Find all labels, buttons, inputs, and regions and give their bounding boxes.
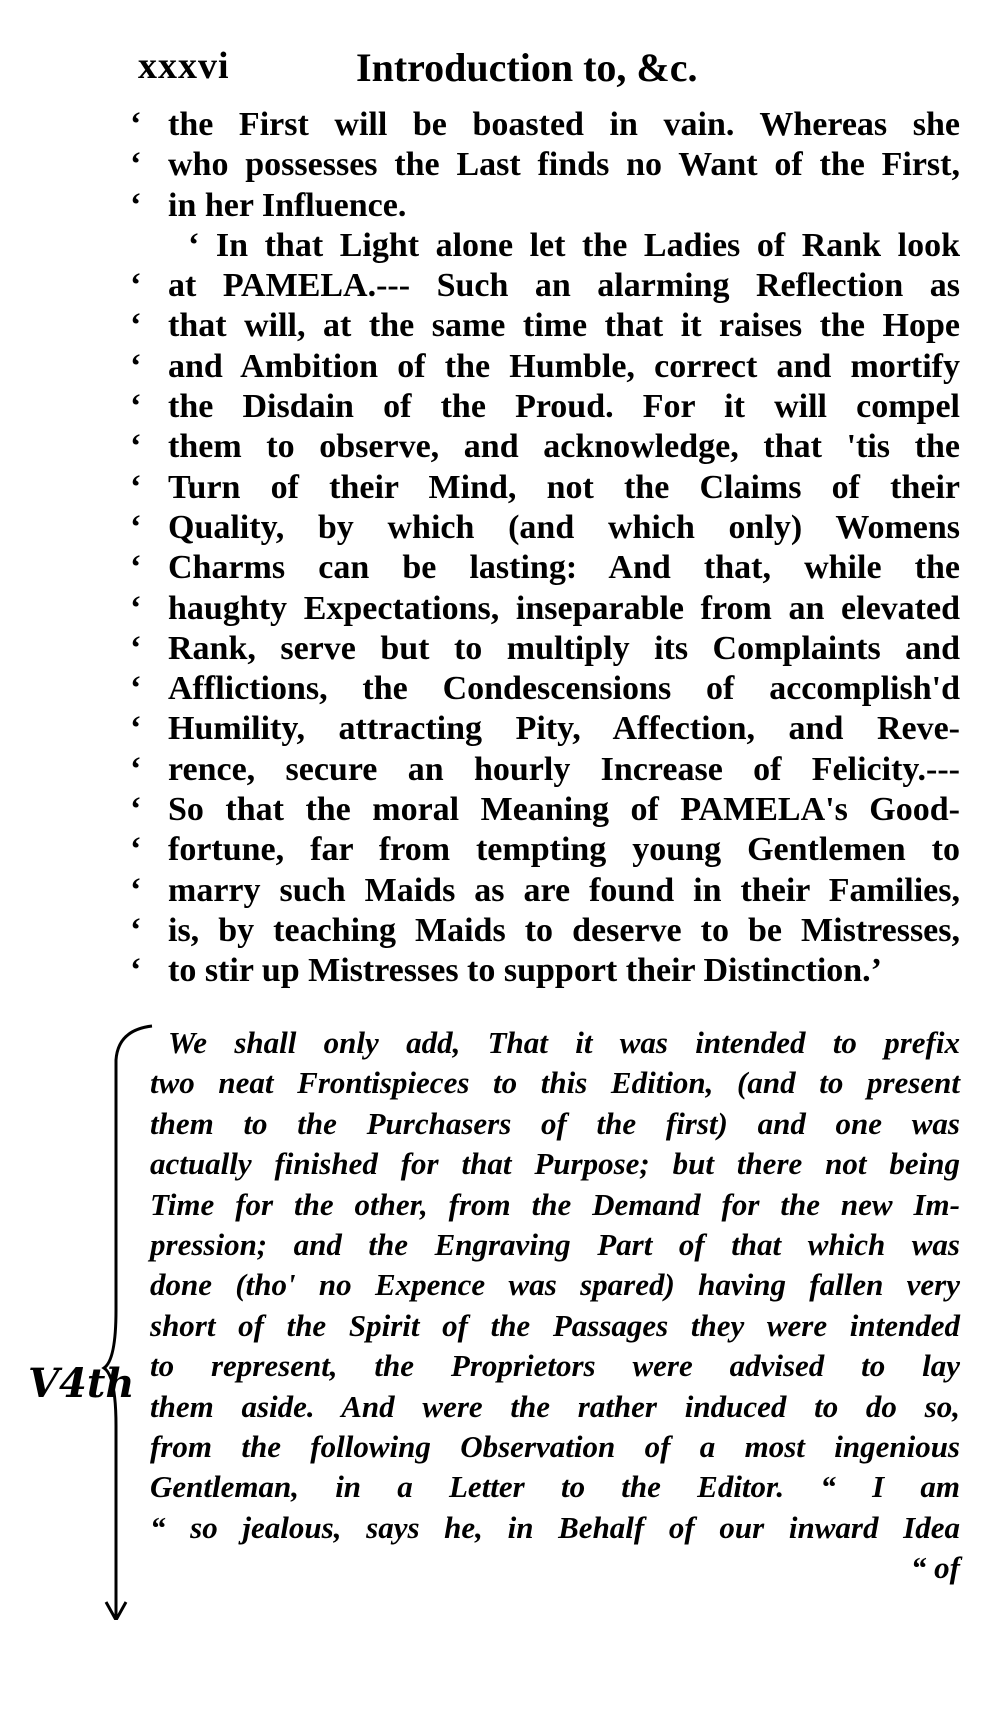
quote-line bbox=[130, 186, 960, 226]
note-line bbox=[150, 1467, 960, 1507]
quote-text: rence, secure an hourly Increase of Felicity.--- bbox=[168, 750, 960, 788]
note-text: actually finished for that Purpose; but there not being bbox=[150, 1146, 960, 1182]
note-text: short of the Spirit of the Passages they were intended bbox=[150, 1307, 960, 1343]
quote-line bbox=[130, 427, 960, 467]
note-text: Gentleman, in a Letter to the Editor. “ I am bbox=[150, 1469, 960, 1505]
quote-text: that will, at the same time that it raises the Hope bbox=[168, 307, 960, 345]
quote-mark: ‘ bbox=[130, 468, 142, 506]
quote-text: fortune, far from tempting young Gentlemen to bbox=[168, 831, 960, 869]
note-line bbox=[150, 1306, 960, 1346]
note-line bbox=[150, 1023, 960, 1063]
note-line bbox=[150, 1225, 960, 1265]
note-line bbox=[150, 1427, 960, 1467]
quote-line bbox=[130, 871, 960, 911]
quote-line bbox=[130, 306, 960, 346]
quote-line bbox=[130, 508, 960, 548]
quoted-passage bbox=[130, 105, 960, 992]
quote-text: marry such Maids as are found in their Families, bbox=[168, 871, 960, 909]
note-text: them to the Purchasers of the first) and one was bbox=[150, 1105, 960, 1141]
quote-line bbox=[130, 911, 960, 951]
margin-annotation: V4th bbox=[28, 1360, 135, 1407]
quote-line bbox=[130, 669, 960, 709]
note-text: Time for the other, from the Demand for the new Im- bbox=[150, 1186, 960, 1222]
quote-mark: ‘ bbox=[130, 146, 142, 184]
quote-text: who possesses the Last finds no Want of the First, bbox=[168, 146, 960, 184]
quote-line bbox=[130, 145, 960, 185]
note-line bbox=[150, 1104, 960, 1144]
quote-mark: ‘ bbox=[130, 106, 142, 143]
note-text: two neat Frontispieces to this Edition, (and to present bbox=[150, 1065, 960, 1101]
note-line bbox=[150, 1508, 960, 1548]
quote-mark: ‘ bbox=[130, 871, 142, 909]
note-line bbox=[150, 1185, 960, 1225]
note-text: to represent, the Proprietors were advised to lay bbox=[150, 1348, 960, 1384]
quote-text: the Disdain of the Proud. For it will compel bbox=[168, 388, 960, 426]
quote-mark: ‘ bbox=[130, 831, 142, 869]
quote-line bbox=[130, 589, 960, 629]
quote-text: is, by teaching Maids to deserve to be Mistresses, bbox=[168, 911, 960, 949]
note-line bbox=[150, 1387, 960, 1427]
quote-text: Rank, serve but to multiply its Complaints and bbox=[168, 629, 960, 667]
quote-line bbox=[130, 548, 960, 588]
quote-mark: ‘ bbox=[130, 388, 142, 426]
note-text: them aside. And were the rather induced to do so, bbox=[150, 1388, 960, 1424]
quote-text: Charms can be lasting: And that, while the bbox=[168, 549, 960, 587]
catchword-line bbox=[150, 1548, 960, 1588]
quote-mark: ‘ bbox=[130, 549, 142, 587]
quote-text: Quality, by which (and which only) Womens bbox=[168, 508, 960, 546]
quote-mark: ‘ bbox=[130, 347, 142, 385]
quote-text: Humility, attracting Pity, Affection, and Reve- bbox=[168, 710, 960, 748]
quote-mark: ‘ bbox=[130, 750, 142, 788]
quote-mark: ‘ bbox=[130, 670, 142, 708]
quote-mark: ‘ bbox=[130, 791, 142, 829]
bracket-line bbox=[104, 1026, 152, 1620]
note-line bbox=[150, 1144, 960, 1184]
note-line bbox=[150, 1346, 960, 1386]
quote-text: them to observe, and acknowledge, that 'tis the bbox=[168, 428, 960, 466]
quote-mark: ‘ bbox=[130, 952, 142, 990]
quote-text: Turn of their Mind, not the Claims of their bbox=[168, 468, 960, 506]
quote-text: the First will be boasted in vain. Whereas she bbox=[168, 106, 960, 143]
quote-mark: ‘ bbox=[130, 428, 142, 466]
quote-mark: ‘ bbox=[130, 589, 142, 627]
note-text: “ so jealous, says he, in Behalf of our inward Idea bbox=[150, 1509, 960, 1545]
quote-line bbox=[130, 105, 960, 145]
quote-text: haughty Expectations, inseparable from an elevated bbox=[168, 589, 960, 627]
quote-line bbox=[130, 790, 960, 830]
page-header bbox=[138, 44, 738, 94]
quote-text: at PAMELA.--- Such an alarming Reflection as bbox=[168, 267, 960, 305]
note-line bbox=[150, 1265, 960, 1305]
note-text: pression; and the Engraving Part of that which was bbox=[150, 1226, 960, 1262]
quote-line bbox=[130, 629, 960, 669]
page-number: xxxvi bbox=[138, 45, 230, 87]
catchword: “ of bbox=[910, 1550, 960, 1586]
quote-line bbox=[130, 468, 960, 508]
quote-mark: ‘ bbox=[130, 307, 142, 345]
quote-text: in her Influence. bbox=[168, 186, 407, 224]
quote-line bbox=[130, 951, 960, 991]
quote-line bbox=[130, 266, 960, 306]
quote-text: ‘ In that Light alone let the Ladies of Rank look bbox=[188, 226, 960, 264]
quote-text: and Ambition of the Humble, correct and mortify bbox=[168, 347, 960, 385]
quote-mark: ‘ bbox=[130, 508, 142, 546]
note-text: done (tho' no Expence was spared) having fallen very bbox=[150, 1267, 960, 1303]
quote-line bbox=[130, 830, 960, 870]
note-line bbox=[150, 1063, 960, 1103]
quote-line bbox=[130, 226, 960, 266]
quote-line bbox=[130, 387, 960, 427]
editor-note bbox=[150, 1023, 960, 1588]
quote-mark: ‘ bbox=[130, 911, 142, 949]
quote-mark: ‘ bbox=[130, 267, 142, 305]
quote-line bbox=[130, 347, 960, 387]
quote-mark: ‘ bbox=[130, 629, 142, 667]
handwritten-bracket bbox=[0, 1020, 160, 1620]
quote-line bbox=[130, 750, 960, 790]
quote-text: Afflictions, the Condescensions of accomplish'd bbox=[168, 670, 960, 708]
quote-mark: ‘ bbox=[130, 186, 142, 224]
note-text: We shall only add, That it was intended to prefix bbox=[168, 1025, 960, 1060]
quote-text: So that the moral Meaning of PAMELA's Good- bbox=[168, 791, 960, 829]
quote-text: to stir up Mistresses to support their Distinction.’ bbox=[168, 952, 882, 990]
quote-line bbox=[130, 709, 960, 749]
quote-mark: ‘ bbox=[130, 710, 142, 748]
note-text: from the following Observation of a most ingenious bbox=[150, 1428, 960, 1464]
running-title: Introduction to, &c. bbox=[356, 45, 698, 90]
